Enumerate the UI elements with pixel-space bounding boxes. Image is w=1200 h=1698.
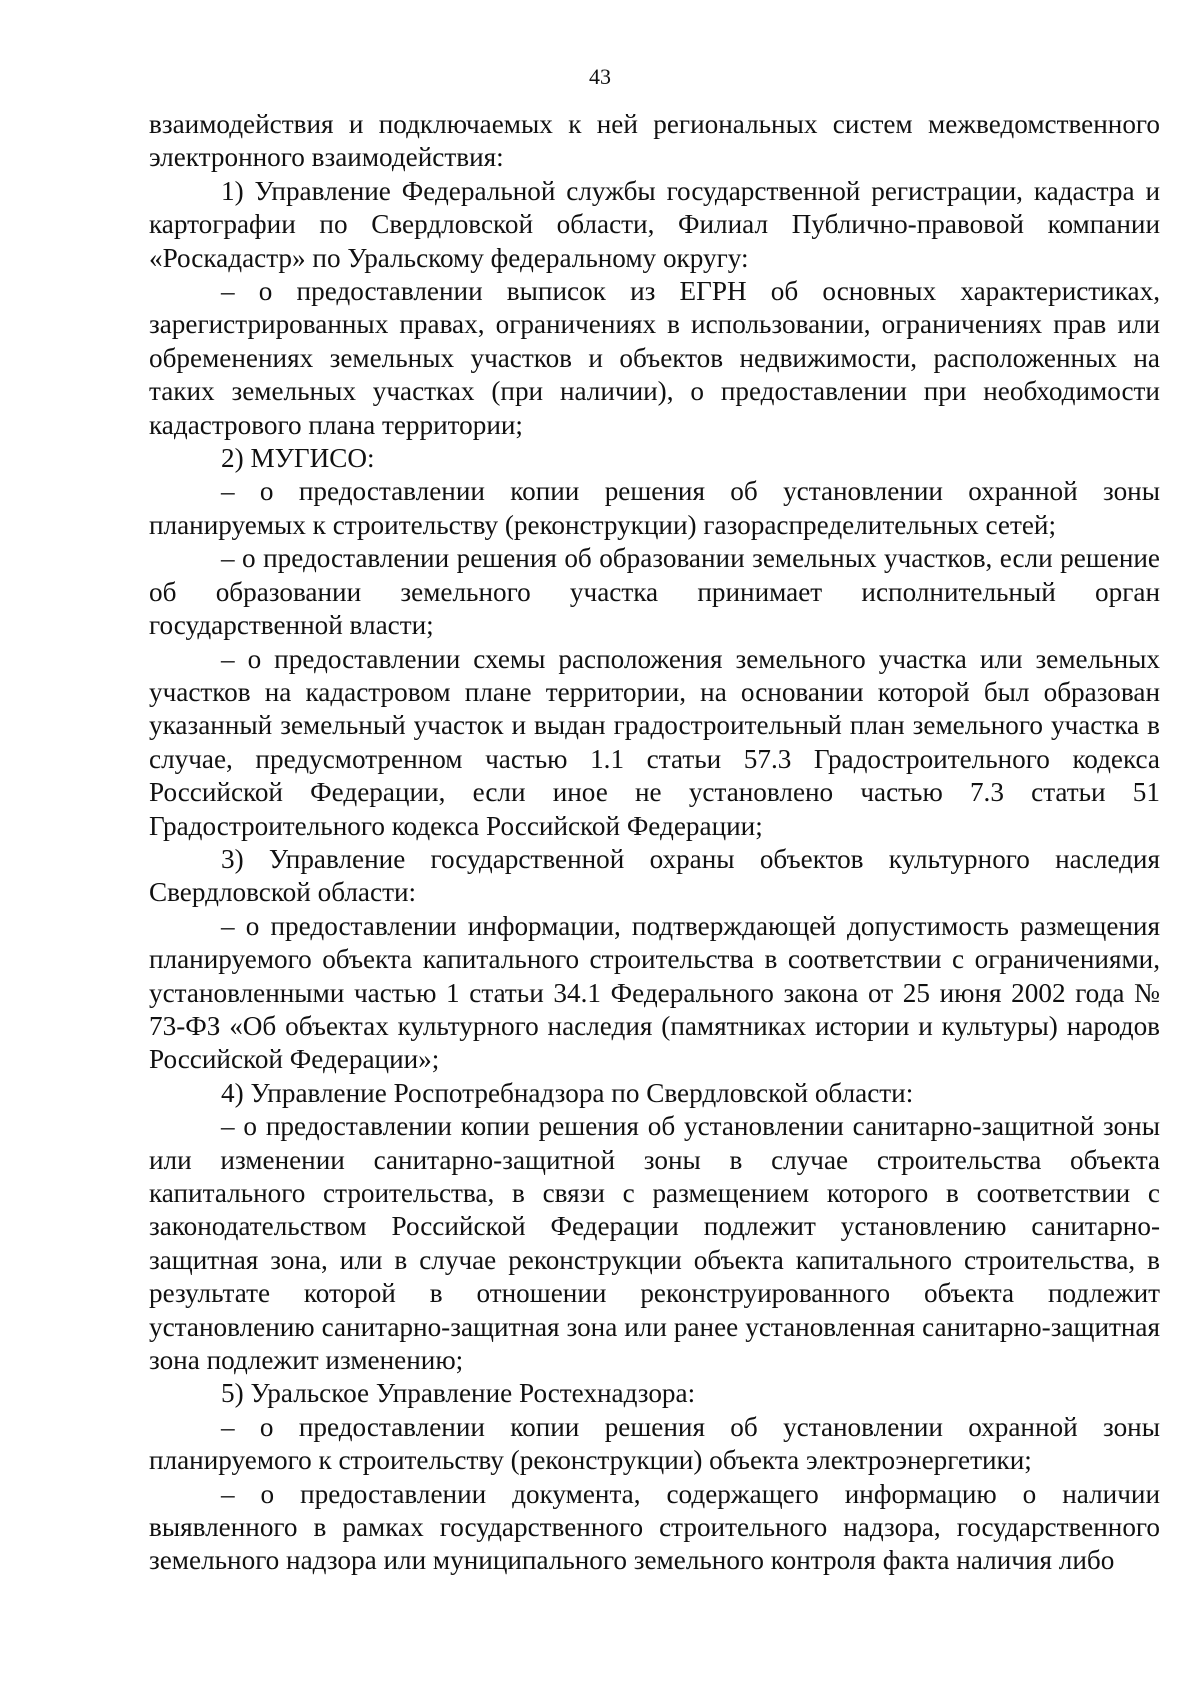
paragraph-heritage-information: – о предоставлении информации, подтверждающей допустимость размещения планируемого объекта капитального строительства в соответствии с ограничениями, установленными частью 1 статьи 34.1 Федерального закона от 25 июня 2002 года № 73-ФЗ «Об объектах культурного наследия (памятниках истории и культуры) народов Российской Федерации»; — [149, 910, 1160, 1075]
list-item-rospotrebnadzor: 4) Управление Роспотребнадзора по Свердловской области: — [221, 1077, 914, 1108]
paragraph-electric-protection-zone: – о предоставлении копии решения об установлении охранной зоны планируемого к строительству (реконструкции) объекта электроэнергетики; — [149, 1411, 1160, 1476]
list-item-rosreestr: 1) Управление Федеральной службы государственной регистрации, кадастра и картографии по Свердловской области, Филиал Публично-правовой компании «Роскадастр» по Уральскому федеральному округу: — [149, 175, 1160, 273]
paragraph-egrn-extracts: – о предоставлении выписок из ЕГРН об основных характеристиках, зарегистрированных правах, ограничениях в использовании, ограничениях прав или обременениях земельных участков и объектов недвижимости, расположенных на таких земельных участках (при наличии), о предоставлении при необходимости кадастрового плана территории; — [149, 276, 1160, 440]
document-body — [149, 108, 1160, 1578]
paragraph-land-plot-scheme: – о предоставлении схемы расположения земельного участка или земельных участков на кадастровом плане территории, на основании которой был образован указанный земельный участок и выдан градостроительный план земельного участка в случае, предусмотренном частью 1.1 статьи 57.3 Градостроительного кодекса Российской Федерации, если иное не установлено частью 7.3 статьи 51 Градостроительного кодекса Российской Федерации; — [149, 643, 1160, 841]
paragraph-gas-protection-zone: – о предоставлении копии решения об установлении охранной зоны планируемых к строительству (реконструкции) газораспределительных сетей; — [149, 476, 1160, 540]
paragraph-continuation: взаимодействия и подключаемых к ней региональных систем межведомственного электронного взаимодействия: — [149, 109, 1160, 173]
list-item-cultural-heritage: 3) Управление государственной охраны объектов культурного наследия Свердловской области: — [149, 843, 1160, 908]
paragraph-sanitary-zone: – о предоставлении копии решения об установлении санитарно-защитной зоны или изменении санитарно-защитной зоны в случае строительства объекта капитального строительства, в связи с размещением которого в соответствии с законодательством Российской Федерации подлежит установлению санитарно-защитная зона, или в случае реконструкции объекта капитального строительства, в результате которой в отношении реконструированного объекта подлежит установлению санитарно-защитная зона или ранее установленная санитарно-защитная зона подлежит изменению; — [149, 1111, 1160, 1376]
list-item-rostekhnadzor: 5) Уральское Управление Ростехнадзора: — [221, 1378, 696, 1409]
page-number: 43 — [589, 64, 611, 89]
paragraph-supervision-document: – о предоставлении документа, содержащего информацию о наличии выявленного в рамках государственного строительного надзора, государственного земельного надзора или муниципального земельного контроля факта наличия либо — [149, 1478, 1160, 1576]
list-item-mugiso: 2) МУГИСО: — [221, 443, 375, 474]
paragraph-land-formation-decision: – о предоставлении решения об образовании земельных участков, если решение об образовании земельного участка принимает исполнительный орган государственной власти; — [149, 543, 1160, 641]
